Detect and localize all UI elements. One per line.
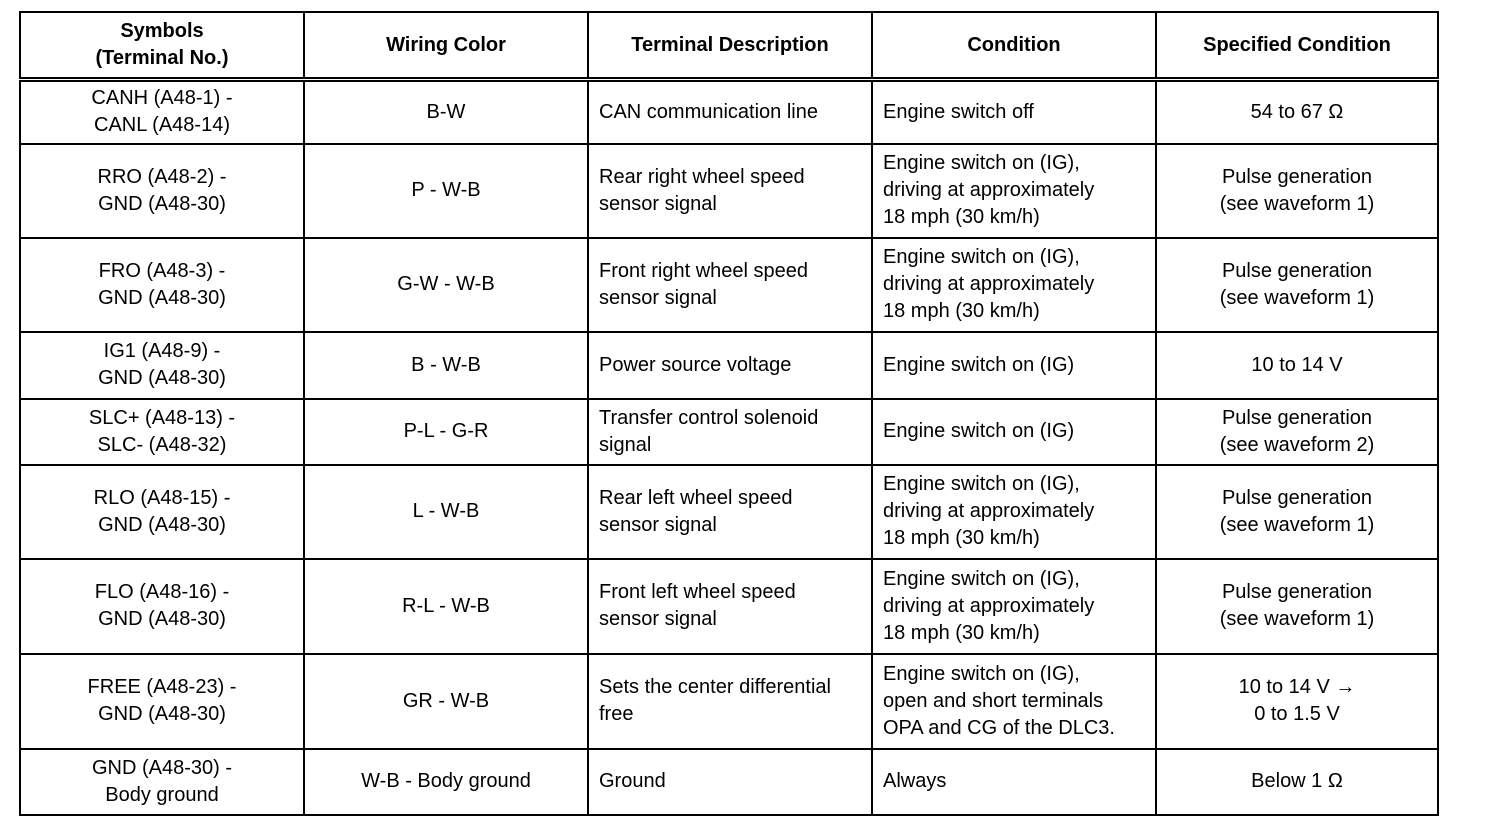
specified-condition-cell: 10 to 14 V → 0 to 1.5 V: [1156, 654, 1438, 749]
wiring-color-cell: B-W: [304, 80, 588, 144]
description-cell: Front right wheel speed sensor signal: [588, 238, 872, 332]
specified-condition-cell: Pulse generation (see waveform 1): [1156, 465, 1438, 559]
symbols-cell: CANH (A48-1) - CANL (A48-14): [20, 80, 304, 144]
wiring-color-cell: R-L - W-B: [304, 559, 588, 654]
symbols-cell: SLC+ (A48-13) - SLC- (A48-32): [20, 399, 304, 465]
terminal-spec-table-container: [19, 11, 1437, 816]
condition-cell: Always: [872, 749, 1156, 815]
specified-condition-cell: Pulse generation (see waveform 1): [1156, 559, 1438, 654]
header-symbols: Symbols (Terminal No.): [20, 12, 304, 80]
wiring-color-cell: P-L - G-R: [304, 399, 588, 465]
description-cell: Rear left wheel speed sensor signal: [588, 465, 872, 559]
condition-cell: Engine switch on (IG), driving at approximately 18 mph (30 km/h): [872, 465, 1156, 559]
table-row: [20, 238, 1438, 332]
symbols-cell: FRO (A48-3) - GND (A48-30): [20, 238, 304, 332]
specified-condition-cell: Pulse generation (see waveform 1): [1156, 238, 1438, 332]
condition-cell: Engine switch on (IG), open and short terminals OPA and CG of the DLC3.: [872, 654, 1156, 749]
specified-condition-cell: 10 to 14 V: [1156, 332, 1438, 399]
header-condition: Condition: [872, 12, 1156, 80]
table-row: [20, 749, 1438, 815]
description-cell: CAN communication line: [588, 80, 872, 144]
condition-cell: Engine switch on (IG), driving at approximately 18 mph (30 km/h): [872, 238, 1156, 332]
terminal-spec-table: [19, 11, 1439, 816]
wiring-color-cell: B - W-B: [304, 332, 588, 399]
table-row: [20, 399, 1438, 465]
symbols-cell: FREE (A48-23) - GND (A48-30): [20, 654, 304, 749]
description-cell: Transfer control solenoid signal: [588, 399, 872, 465]
table-row: [20, 80, 1438, 144]
description-cell: Rear right wheel speed sensor signal: [588, 144, 872, 238]
condition-cell: Engine switch on (IG): [872, 399, 1156, 465]
wiring-color-cell: L - W-B: [304, 465, 588, 559]
specified-condition-cell: Pulse generation (see waveform 2): [1156, 399, 1438, 465]
header-terminal-description: Terminal Description: [588, 12, 872, 80]
description-cell: Sets the center differential free: [588, 654, 872, 749]
header-specified-condition: Specified Condition: [1156, 12, 1438, 80]
header-wiring-color: Wiring Color: [304, 12, 588, 80]
symbols-cell: IG1 (A48-9) - GND (A48-30): [20, 332, 304, 399]
condition-cell: Engine switch on (IG), driving at approximately 18 mph (30 km/h): [872, 144, 1156, 238]
table-row: [20, 654, 1438, 749]
description-cell: Front left wheel speed sensor signal: [588, 559, 872, 654]
description-cell: Power source voltage: [588, 332, 872, 399]
symbols-cell: RRO (A48-2) - GND (A48-30): [20, 144, 304, 238]
specified-condition-cell: 54 to 67 Ω: [1156, 80, 1438, 144]
header-row: [20, 12, 1438, 80]
table-row: [20, 465, 1438, 559]
specified-condition-cell: Below 1 Ω: [1156, 749, 1438, 815]
specified-condition-cell: Pulse generation (see waveform 1): [1156, 144, 1438, 238]
symbols-cell: FLO (A48-16) - GND (A48-30): [20, 559, 304, 654]
condition-cell: Engine switch off: [872, 80, 1156, 144]
wiring-color-cell: P - W-B: [304, 144, 588, 238]
table-row: [20, 332, 1438, 399]
symbols-cell: RLO (A48-15) - GND (A48-30): [20, 465, 304, 559]
condition-cell: Engine switch on (IG), driving at approximately 18 mph (30 km/h): [872, 559, 1156, 654]
table-row: [20, 559, 1438, 654]
condition-cell: Engine switch on (IG): [872, 332, 1156, 399]
wiring-color-cell: GR - W-B: [304, 654, 588, 749]
description-cell: Ground: [588, 749, 872, 815]
table-row: [20, 144, 1438, 238]
symbols-cell: GND (A48-30) - Body ground: [20, 749, 304, 815]
wiring-color-cell: W-B - Body ground: [304, 749, 588, 815]
wiring-color-cell: G-W - W-B: [304, 238, 588, 332]
